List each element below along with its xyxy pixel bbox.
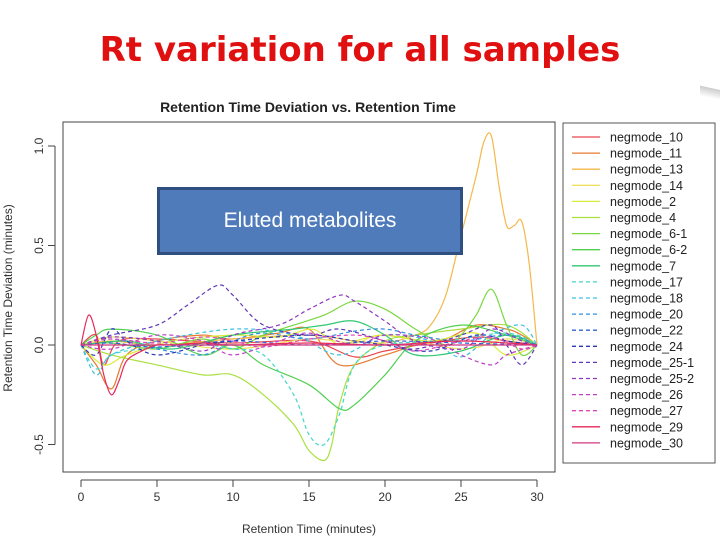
series-line-negmode_18 [81, 325, 537, 375]
legend-label: negmode_4 [610, 211, 677, 225]
x-tick-label: 5 [153, 490, 161, 504]
x-tick-label: 10 [226, 490, 240, 504]
legend-label: negmode_7 [610, 259, 677, 274]
legend-label: negmode_18 [610, 291, 683, 306]
y-tick-label: -0.5 [32, 434, 46, 455]
x-tick-label: 25 [454, 490, 468, 504]
legend-label: negmode_6-2 [610, 243, 688, 258]
y-tick-label: 0.0 [32, 336, 46, 354]
x-tick-label: 0 [77, 490, 85, 504]
chart-title: Retention Time Deviation vs. Retention Time [160, 99, 456, 115]
eluted-metabolites-callout: Eluted metabolites [157, 187, 463, 255]
legend-label: negmode_30 [610, 436, 683, 451]
legend-label: negmode_14 [610, 178, 683, 193]
x-tick-label: 20 [378, 490, 392, 504]
legend-label: negmode_27 [610, 404, 683, 419]
slide-title: Rt variation for all samples [99, 30, 621, 70]
legend-label: negmode_29 [610, 420, 683, 435]
x-axis-label: Retention Time (minutes) [241, 522, 377, 536]
y-axis-label: Retention Time Deviation (minutes) [1, 204, 15, 392]
y-tick-label: 1.0 [32, 137, 46, 155]
legend-label: negmode_22 [610, 323, 683, 338]
legend-label: negmode_2 [610, 194, 677, 209]
legend-label: negmode_6-1 [610, 227, 688, 242]
legend-label: negmode_25-2 [610, 372, 695, 386]
legend-label: negmode_11 [610, 146, 683, 161]
legend-label: negmode_20 [610, 307, 683, 322]
x-tick-label: 30 [530, 490, 544, 504]
series-line-negmode_17 [81, 333, 537, 445]
legend-label: negmode_25-1 [610, 355, 695, 370]
legend-label: negmode_10 [610, 130, 683, 145]
y-tick-label: 0.5 [32, 237, 46, 254]
x-tick-label: 15 [302, 490, 316, 504]
legend-label: negmode_26 [610, 388, 683, 403]
series-layer [81, 133, 537, 461]
legend-label: negmode_13 [610, 162, 683, 177]
legend-label: negmode_17 [610, 275, 683, 290]
legend-label: negmode_24 [610, 339, 683, 354]
series-line-negmode_11 [81, 325, 537, 389]
plot-frame [63, 122, 555, 472]
